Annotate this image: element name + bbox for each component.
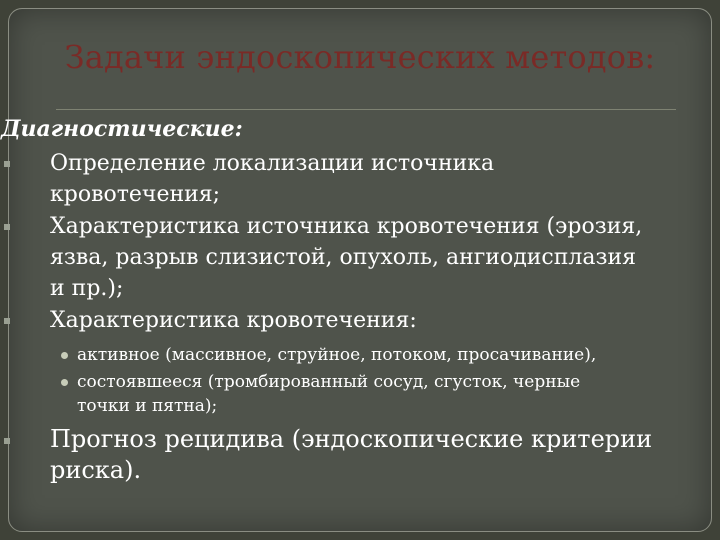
sub-list-item-line: состоявшееся (тромбированный сосуд, сгусток, черные: [77, 372, 581, 392]
sub-list-item-line: точки и пятна);: [77, 396, 218, 416]
square-bullet-icon: [4, 161, 10, 167]
square-bullet-icon: [4, 318, 10, 324]
list-item-line: Определение локализации источника: [50, 151, 495, 176]
list-item-line: Характеристика источника кровотечения (эрозия,: [50, 214, 643, 239]
list-item-line: Характеристика кровотечения:: [50, 308, 417, 333]
round-bullet-icon: [61, 352, 68, 359]
list-item-line: и пр.);: [50, 276, 124, 301]
square-bullet-icon: [4, 224, 10, 230]
square-bullet-icon: [4, 438, 10, 444]
slide-title: Задачи эндоскопических методов:: [64, 38, 656, 76]
list-item-line: язва, разрыв слизистой, опухоль, ангиодисплазия: [50, 245, 637, 270]
list-item-line: кровотечения;: [50, 182, 221, 207]
list-item-line: риска).: [50, 456, 142, 484]
round-bullet-icon: [61, 379, 68, 386]
title-divider: [56, 109, 676, 110]
section-heading: Диагностические:: [1, 116, 243, 142]
list-item-line: Прогноз рецидива (эндоскопические критерии: [50, 425, 653, 453]
sub-list-item-line: активное (массивное, струйное, потоком, просачивание),: [77, 345, 597, 365]
